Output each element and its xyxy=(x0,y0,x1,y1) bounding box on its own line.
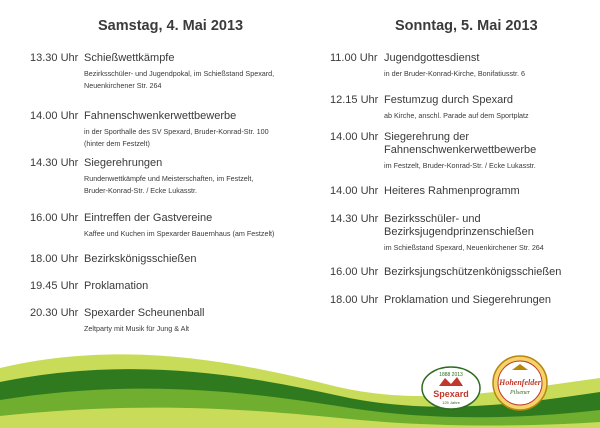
event-time: 14.00 Uhr xyxy=(330,185,379,197)
event-title: Schießwettkämpfe xyxy=(84,52,175,64)
event-details: Kaffee und Kuchen im Spexarder Bauernhaus (am Festzelt) xyxy=(84,229,275,238)
event-time: 18.00 Uhr xyxy=(330,294,379,306)
event-title: Bezirksschüler- und Bezirksjugendprinzenschießen xyxy=(384,213,534,238)
event-time: 14.00 Uhr xyxy=(330,131,379,143)
saturday-heading: Samstag, 4. Mai 2013 xyxy=(98,18,244,34)
event-details: ab Kirche, anschl. Parade auf dem Sportplatz xyxy=(384,111,529,120)
event-title: Proklamation xyxy=(84,280,149,292)
event-title: Fahnenschwenkerwettbewerbe xyxy=(84,110,237,122)
club-logo-name: Spexard xyxy=(433,389,469,399)
event-time: 20.30 Uhr xyxy=(30,307,79,319)
event-title: Festumzug durch Spexard xyxy=(384,94,514,106)
event-title: Spexarder Scheunenball xyxy=(84,307,205,319)
event-time: 16.00 Uhr xyxy=(330,266,379,278)
brewery-logo-name: Hohenfelder xyxy=(499,378,541,387)
event-details: im Schießstand Spexard, Neuenkirchener Str. 264 xyxy=(384,243,544,252)
club-logo-sub: 125 Jahre xyxy=(442,400,460,405)
event-time: 18.00 Uhr xyxy=(30,253,79,265)
sunday-heading: Sonntag, 5. Mai 2013 xyxy=(395,18,538,34)
brewery-logo xyxy=(490,354,550,412)
event-details: Bezirksschüler- und Jugendpokal, im Schießstand Spexard, Neuenkirchener Str. 264 xyxy=(84,69,275,90)
event-details: im Festzelt, Bruder-Konrad-Str. / Ecke Lukasstr. xyxy=(384,161,536,170)
event-title: Siegerehrung der Fahnenschwenkerwettbewerbe xyxy=(384,131,537,156)
event-title: Bezirksjungschützenkönigsschießen xyxy=(384,266,562,278)
event-time: 19.45 Uhr xyxy=(30,280,79,292)
event-time: 14.00 Uhr xyxy=(30,110,79,122)
event-details: in der Sporthalle des SV Spexard, Bruder-Konrad-Str. 100 (hinter dem Festzelt) xyxy=(84,127,269,148)
brewery-logo-sub: Pilsener xyxy=(510,390,530,396)
club-logo xyxy=(421,366,481,410)
event-title: Proklamation und Siegerehrungen xyxy=(384,294,551,306)
event-time: 14.30 Uhr xyxy=(330,213,379,225)
event-time: 11.00 Uhr xyxy=(330,52,378,64)
event-time: 13.30 Uhr xyxy=(30,52,79,64)
event-title: Heiteres Rahmenprogramm xyxy=(384,185,520,197)
event-title: Siegerehrungen xyxy=(84,157,163,169)
event-details: Rundenwettkämpfe und Meisterschaften, im Festzelt, Bruder-Konrad-Str. / Ecke Lukasstr. xyxy=(84,174,254,195)
event-title: Eintreffen der Gastvereine xyxy=(84,212,213,224)
club-logo-years: 1888 2013 xyxy=(439,372,463,378)
event-time: 14.30 Uhr xyxy=(30,157,79,169)
event-title: Bezirkskönigsschießen xyxy=(84,253,197,265)
event-title: Jugendgottesdienst xyxy=(384,52,480,64)
event-details: Zeltparty mit Musik für Jung & Alt xyxy=(84,324,190,333)
event-time: 16.00 Uhr xyxy=(30,212,79,224)
event-time: 12.15 Uhr xyxy=(330,94,379,106)
event-details: in der Bruder-Konrad-Kirche, Bonifatiusstr. 6 xyxy=(384,69,526,78)
